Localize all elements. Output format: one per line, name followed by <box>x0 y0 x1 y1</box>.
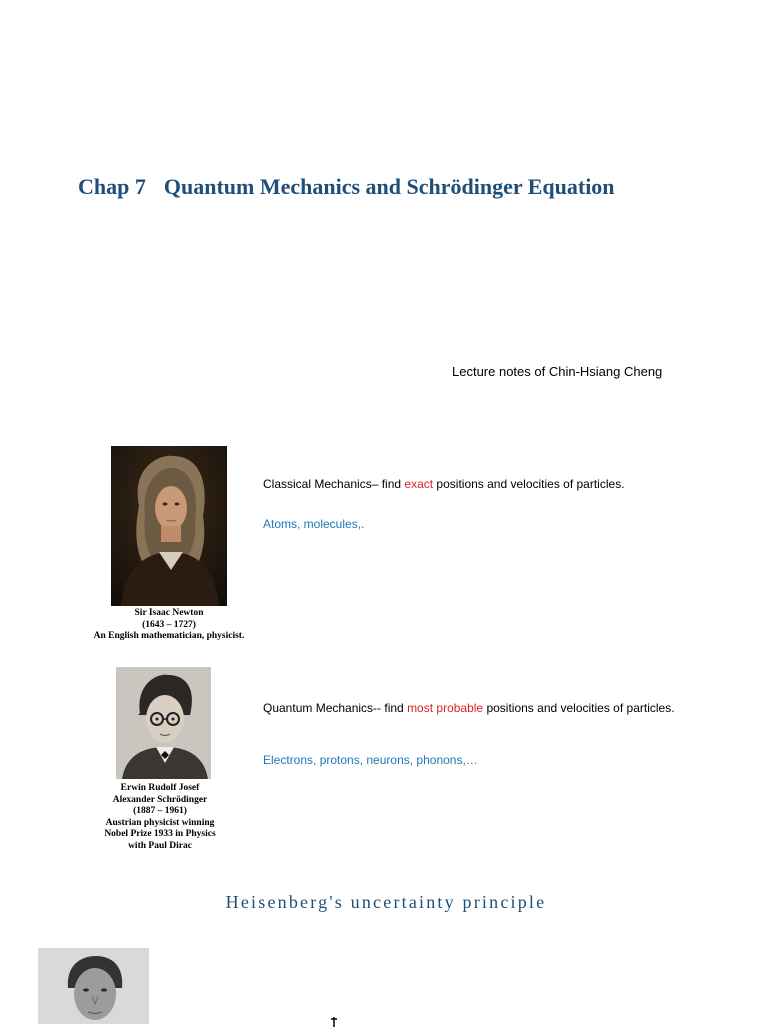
text-segment: positions and velocities of particles. <box>483 701 675 715</box>
byline: Lecture notes of Chin-Hsiang Cheng <box>452 364 663 379</box>
page-title <box>78 174 615 200</box>
caption-line: Alexander Schrödinger <box>112 794 208 805</box>
quantum-mechanics-text <box>263 701 675 715</box>
emphasis-most-probable: most probable <box>407 701 484 715</box>
cutoff-glyph <box>329 1014 339 1024</box>
classical-examples: Atoms, molecules,. <box>263 517 365 531</box>
chapter-number: Chap 7 <box>78 174 146 199</box>
text-segment: Quantum Mechanics-- find <box>263 701 408 715</box>
newton-portrait <box>111 446 227 606</box>
caption-line: Nobel Prize 1933 in Physics <box>104 829 216 839</box>
caption-line: Austrian physicist winning <box>105 817 215 828</box>
heisenberg-portrait <box>38 948 149 1024</box>
text-segment: Classical Mechanics– find <box>263 477 405 491</box>
caption-line: (1643 – 1727) <box>142 619 196 630</box>
caption-line: An English mathematician, physicist. <box>93 631 245 641</box>
emphasis-exact: exact <box>404 477 434 491</box>
caption-line: with Paul Dirac <box>128 840 192 851</box>
caption-line: (1887 – 1961) <box>133 806 187 816</box>
section-heading: Heisenberg's uncertainty principle <box>225 892 547 912</box>
chapter-title: Quantum Mechanics and Schrödinger Equation <box>163 174 615 199</box>
schrodinger-portrait <box>116 667 211 779</box>
newton-caption <box>78 608 260 643</box>
caption-line: Erwin Rudolf Josef <box>120 783 200 793</box>
caption-line: Sir Isaac Newton <box>134 608 204 618</box>
classical-mechanics-text <box>263 477 625 491</box>
text-segment: positions and velocities of particles. <box>433 477 625 491</box>
quantum-examples: Electrons, protons, neurons, phonons,… <box>263 753 478 767</box>
schrodinger-caption <box>88 783 232 852</box>
